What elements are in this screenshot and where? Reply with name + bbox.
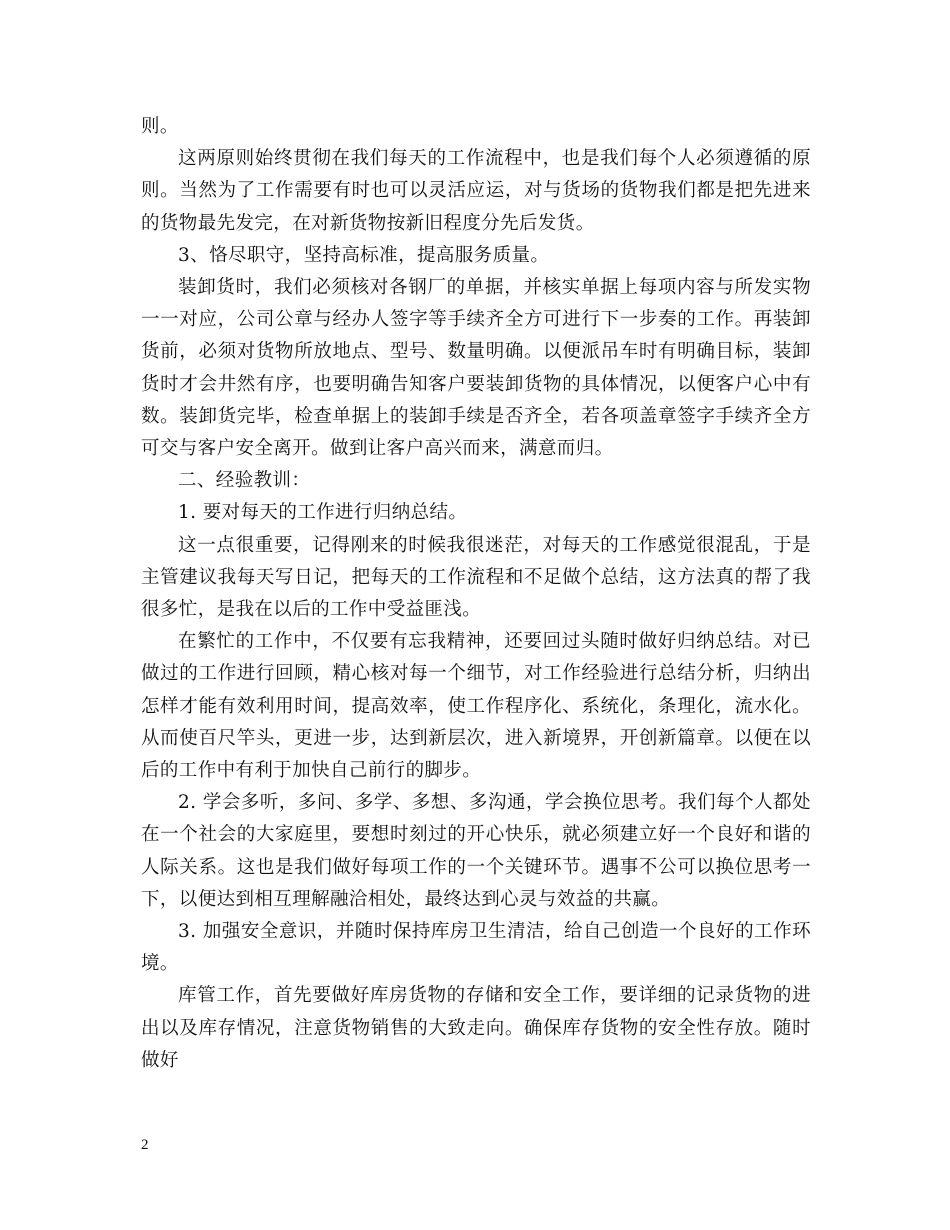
- paragraph-heading-3-duty: 3、恪尽职守，坚持高标准，提高服务质量。: [178, 244, 550, 266]
- paragraph-continuation: 则。: [141, 116, 179, 137]
- paragraph-busy-work: 在繁忙的工作中，不仅要有忘我精神，还要回过头随时做好归纳总结。对已做过的工作进行回顾，精心核对每一个细节，对工作经验进行总结分析，归纳出怎样才能有效利用时间，提高效率，使工作程序化、系统化，条理化，流水化。从而使百尺竿头，更进一步，达到新层次，进入新境界，开创新篇章。以便在以后的工作中有利于加快自己前行的脚步。: [141, 631, 811, 782]
- paragraph-heading-3-safety: 3. 加强安全意识，并随时保持库房卫生清洁，给自己创造一个良好的工作环境。: [141, 921, 811, 975]
- page-number: 2: [141, 1137, 149, 1153]
- paragraph-warehouse-work: 库管工作，首先要做好库房货物的存储和安全工作，要详细的记录货物的进出以及库存情况，注意货物销售的大致走向。确保库存货物的安全性存放。随时做好: [141, 985, 811, 1071]
- paragraph-heading-2-communication: 2. 学会多听，多问、多学、多想、多沟通，学会换位思考。我们每个人都处在一个社会的大家庭里，要想时刻过的开心快乐，就必须建立好一个良好和谐的人际关系。这也是我们做好每项工作的一个关键环节。遇事不公可以换位思考一下，以便达到相互理解融洽相处，最终达到心灵与效益的共赢。: [141, 792, 811, 910]
- paragraph-loading-procedure: 装卸货时，我们必须核对各钢厂的单据，并核实单据上每项内容与所发实物一一对应，公司公章与经办人签字等手续齐全方可进行下一步奏的工作。再装卸货前，必须对货物所放地点、型号、数量明确。以便派吊车时有明确目标，装卸货时才会井然有序，也要明确告知客户要装卸货物的具体情况，以便客户心中有数。装卸货完毕，检查单据上的装卸手续是否齐全，若各项盖章签字手续齐全方可交与客户安全离开。做到让客户高兴而来，满意而归。: [141, 277, 811, 460]
- paragraph-diary-advice: 这一点很重要，记得刚来的时候我很迷茫，对每天的工作感觉很混乱，于是主管建议我每天写日记，把每天的工作流程和不足做个总结，这方法真的帮了我很多忙，是我在以后的工作中受益匪浅。: [141, 534, 811, 621]
- document-body: [141, 111, 811, 1077]
- paragraph-principles: 这两原则始终贯彻在我们每天的工作流程中，也是我们每个人必须遵循的原则。当然为了工作需要有时也可以灵活应运，对与货场的货物我们都是把先进来的货物最先发完，在对新货物按新旧程度分先后发货。: [141, 148, 811, 234]
- section-heading-experience: 二、经验教训：: [178, 470, 311, 492]
- paragraph-heading-1-summary: 1. 要对每天的工作进行归纳总结。: [178, 502, 468, 524]
